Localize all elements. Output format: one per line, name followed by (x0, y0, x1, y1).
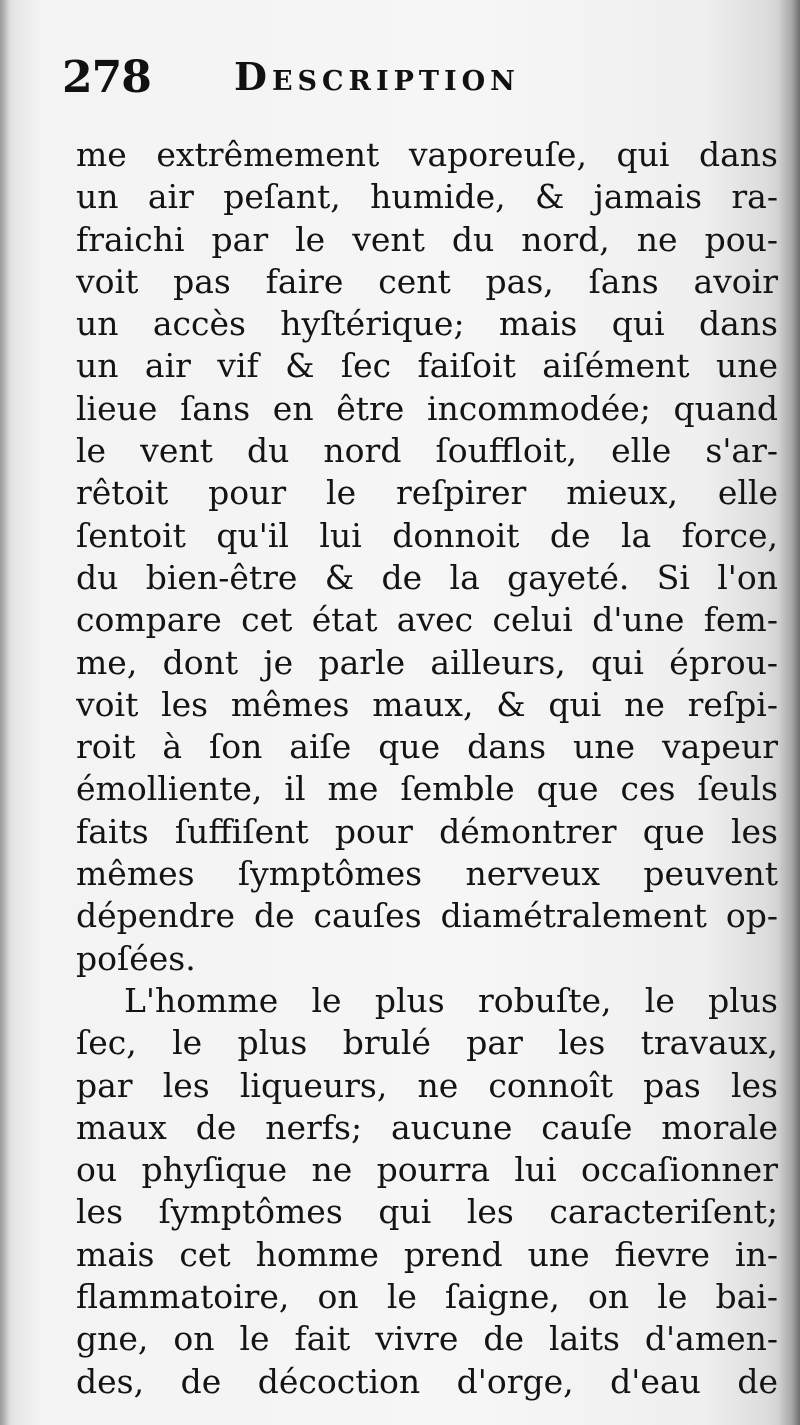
text-line: compare cet état avec celui d'une fem- (76, 600, 778, 640)
text-line: faits ſuffiſent pour démontrer que les (76, 811, 778, 851)
text-line: un air peſant, humide, & jamais ra- (76, 177, 778, 217)
text-line: lieue ſans en être incommodée; quand (76, 388, 778, 428)
text-line: ſentoit qu'il lui donnoit de la force, (76, 515, 778, 555)
text-line: poſées. (76, 938, 196, 978)
running-head: Description (234, 54, 520, 99)
text-line: L'homme le plus robuſte, le plus (124, 980, 778, 1020)
text-line: émolliente, il me ſemble que ces ſeuls (76, 769, 778, 809)
text-line: du bien-être & de la gayeté. Si l'on (76, 557, 778, 597)
text-line: des, de décoction d'orge, d'eau de (76, 1361, 778, 1401)
text-line: le vent du nord ſouffloit, elle s'ar- (76, 431, 778, 471)
page-edge-shadow (778, 0, 800, 1425)
text-line: par les liqueurs, ne connoît pas les (76, 1065, 778, 1105)
text-line: un air vif & ſec faiſoit aiſément une (76, 346, 778, 386)
text-line: mais cet homme prend une fievre in- (76, 1234, 778, 1274)
text-line: me, dont je parle ailleurs, qui éprou- (76, 642, 778, 682)
text-line: dépendre de cauſes diamétralement op- (76, 896, 778, 936)
paragraph-2 (76, 980, 778, 1403)
page-header (62, 48, 702, 108)
text-line: rêtoit pour le reſpirer mieux, elle (76, 473, 778, 513)
text-line: mêmes ſymptômes nerveux peuvent (76, 854, 778, 894)
text-line: me extrêmement vaporeuſe, qui dans (76, 135, 778, 174)
text-line: maux de nerfs; aucune cauſe morale (76, 1107, 778, 1147)
text-line: un accès hyſtérique; mais qui dans (76, 304, 778, 344)
text-line: voit les mêmes maux, & qui ne reſpi- (76, 684, 778, 724)
paragraph-1 (76, 134, 778, 980)
page-number: 278 (62, 52, 151, 103)
text-line: gne, on le fait vivre de laits d'amen- (76, 1319, 778, 1359)
body-text (76, 134, 778, 1403)
text-line: ſec, le plus brulé par les travaux, (76, 1023, 778, 1063)
text-line: roit à ſon aiſe que dans une vapeur (76, 727, 778, 767)
text-line: fraichi par le vent du nord, ne pou- (76, 219, 778, 259)
text-line: les ſymptômes qui les caracteriſent; (76, 1192, 778, 1232)
text-line: voit pas faire cent pas, ſans avoir (76, 261, 778, 301)
text-line: flammatoire, on le ſaigne, on le bai- (76, 1277, 778, 1317)
page-gutter-shadow (0, 0, 10, 1425)
text-line: ou phyſique ne pourra lui occaſionner (76, 1150, 778, 1190)
